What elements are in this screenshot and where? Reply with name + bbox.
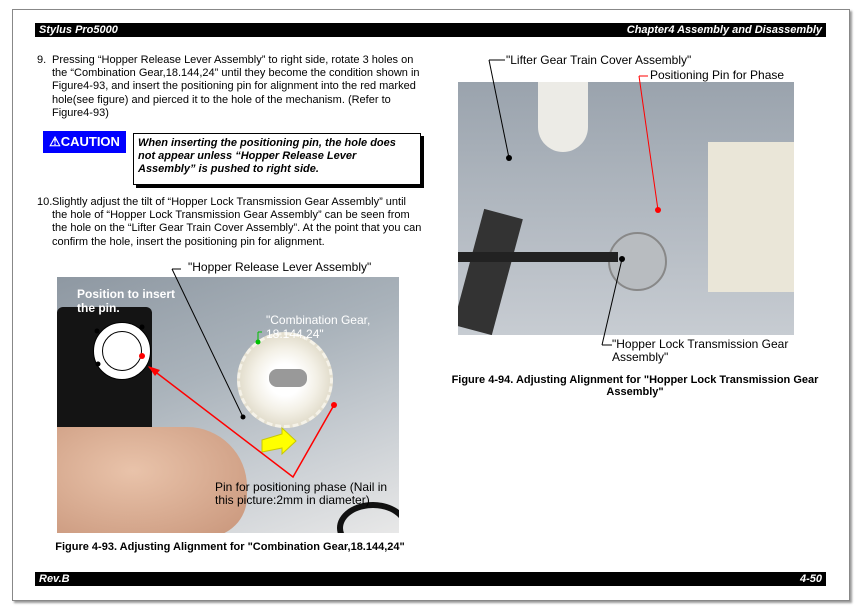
footer-page-number: 4-50 xyxy=(799,573,822,585)
figure-4-94-caption: Figure 4-94. Adjusting Alignment for "Hopper Lock Transmission Gear Assembly" xyxy=(451,374,819,398)
step-number: 9. xyxy=(37,54,47,66)
caution-label: CAUTION xyxy=(60,134,120,149)
step-text: Slightly adjust the tilt of “Hopper Lock Transmission Gear Assembly” until the hole of “Hopper Lock Transmission Gear Assembly” can be seen from the hole on the “Lifter Gear Train Cover Assembly”. At the point that you can confirm the hole, insert the positioning pin for alignment. xyxy=(52,196,422,248)
label-hopper-release-lever: "Hopper Release Lever Assembly" xyxy=(188,260,372,274)
label-hopper-lock-gear: "Hopper Lock Transmission Gear Assembly" xyxy=(612,337,789,364)
footer-revision: Rev.B xyxy=(39,573,70,585)
label-positioning-pin-phase: Positioning Pin for Phase xyxy=(650,68,785,82)
header-title: Stylus Pro5000 xyxy=(39,24,118,36)
warning-icon: ⚠ xyxy=(49,134,61,149)
label-positioning-pin: Pin for positioning phase (Nail in this picture:2mm in diameter) xyxy=(215,480,388,507)
figure-4-93-caption: Figure 4-93. Adjusting Alignment for "Combination Gear,18.144,24" xyxy=(55,541,405,553)
label-lifter-gear-cover: "Lifter Gear Train Cover Assembly" xyxy=(506,53,692,67)
page-footer xyxy=(35,572,826,586)
step-text: Pressing “Hopper Release Lever Assembly” to right side, rotate 3 holes on the “Combination Gear,18.144,24” until they become the condition shown in Figure4-93, and insert the positioning pin for alignment into the red marked hole(see figure) and pierced it to the hole of the mechanism. (Refer to Figure4-93) xyxy=(52,54,420,119)
label-position-to-insert: Position to insert the pin. xyxy=(77,287,176,315)
caution-box: When inserting the positioning pin, the hole does not appear unless “Hopper Release Lever Assembly” is pushed to right side. xyxy=(133,133,421,185)
step-number: 10. xyxy=(37,196,53,208)
header-chapter: Chapter4 Assembly and Disassembly xyxy=(626,24,822,36)
label-combination-gear: "Combination Gear, 18.144,24" xyxy=(266,313,371,341)
